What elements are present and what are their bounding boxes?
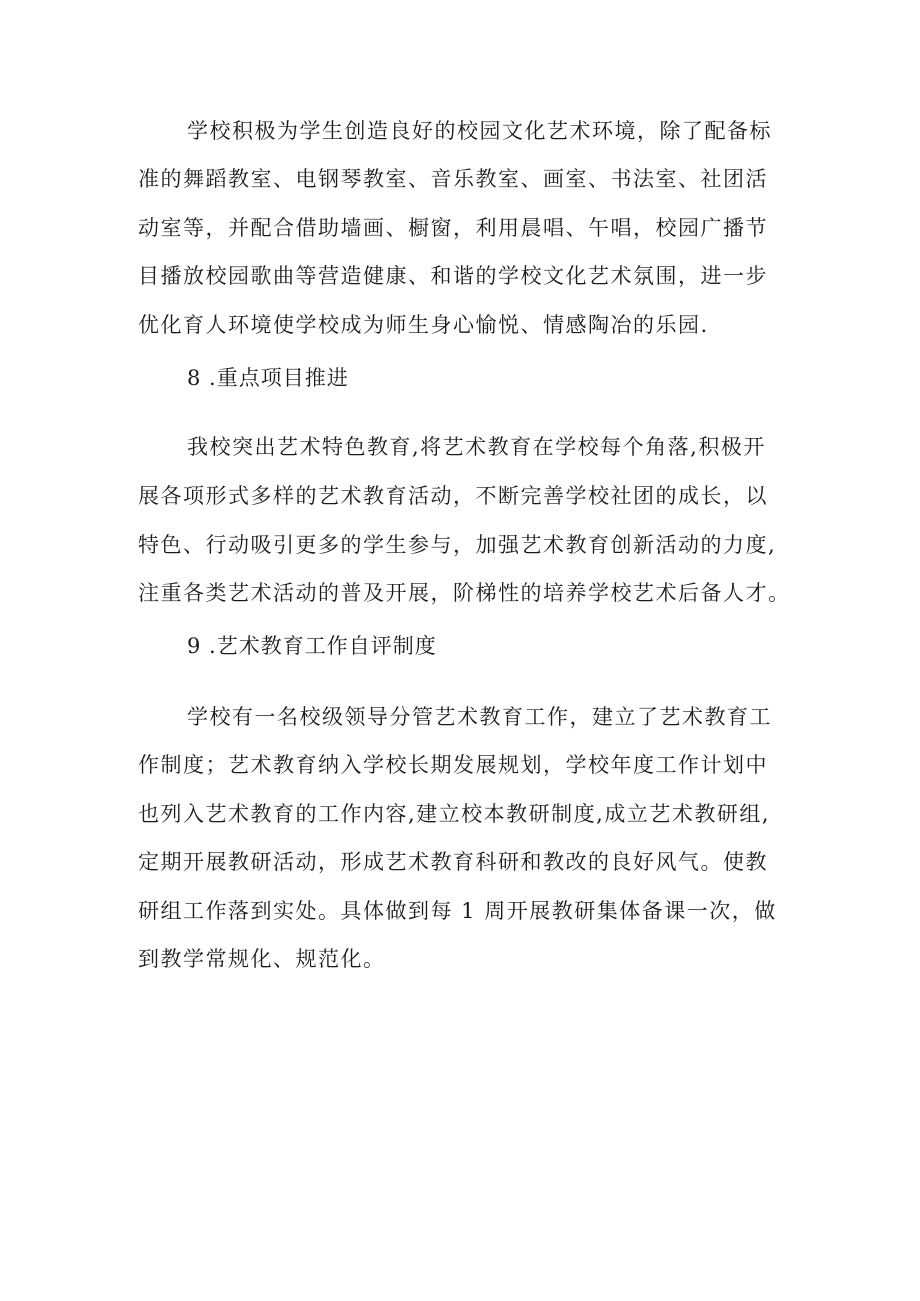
paragraph-3-line-5: 研组工作落到实处。具体做到每 1 周开展教研集体备课一次，做	[138, 899, 777, 923]
paragraph-2-line-4: 注重各类艺术活动的普及开展，阶梯性的培养学校艺术后备人才。	[138, 581, 791, 605]
section-heading-9: 9 .艺术教育工作自评制度	[187, 634, 437, 658]
paragraph-3-line-3: 也列入艺术教育的工作内容,建立校本教研制度,成立艺术教研组,	[138, 802, 771, 826]
paragraph-1-line-1: 学校积极为学生创造良好的校园文化艺术环境，除了配备标	[187, 119, 772, 143]
paragraph-3-line-4: 定期开展教研活动，形成艺术教育科研和教改的良好风气。使教	[138, 850, 768, 874]
paragraph-3-line-6: 到教学常规化、规范化。	[138, 947, 386, 971]
paragraph-2-line-3: 特色、行动吸引更多的学生参与，加强艺术教育创新活动的力度,	[138, 533, 777, 557]
paragraph-2-line-1: 我校突出艺术特色教育,将艺术教育在学校每个角落,积极开	[187, 435, 766, 459]
paragraph-1-line-4: 目播放校园歌曲等营造健康、和谐的学校文化艺术氛围，进一步	[138, 264, 768, 288]
paragraph-3-line-1: 学校有一名校级领导分管艺术教育工作，建立了艺术教育工	[187, 705, 772, 729]
paragraph-1-line-2: 准的舞蹈教室、电钢琴教室、音乐教室、画室、书法室、社团活	[138, 167, 768, 191]
paragraph-1-line-3: 动室等，并配合借助墙画、橱窗，利用晨唱、午唱，校园广播节	[138, 216, 768, 240]
paragraph-3-line-2: 作制度；艺术教育纳入学校长期发展规划，学校年度工作计划中	[138, 753, 768, 777]
paragraph-2-line-2: 展各项形式多样的艺术教育活动，不断完善学校社团的成长，以	[138, 484, 768, 508]
paragraph-1-line-5: 优化育人环境使学校成为师生身心愉悦、情感陶冶的乐园.	[138, 313, 709, 337]
section-heading-8: 8 .重点项目推进	[187, 366, 349, 390]
